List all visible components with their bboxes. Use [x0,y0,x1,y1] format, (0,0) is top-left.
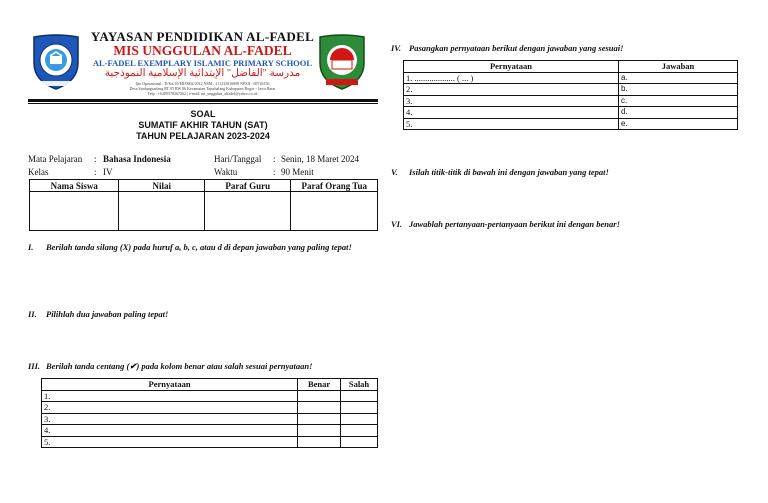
header-divider [28,99,378,102]
time-label: Waktu [214,167,238,177]
colon: : [94,167,97,177]
false-checkbox-cell[interactable] [341,413,378,425]
school-address [70,81,335,96]
exam-year: TAHUN PELAJARAN 2023-2024 [136,131,270,141]
statement-cell: 1. [42,390,298,402]
date-label: Hari/Tanggal [214,154,262,164]
true-checkbox-cell[interactable] [298,436,341,448]
true-checkbox-cell[interactable] [298,425,341,437]
time-value: 90 Menit [281,167,314,177]
school-name: MIS UNGGULAN AL-FADEL [113,43,292,58]
section-number: V. [391,167,398,177]
subject-value: Bahasa Indonesia [103,154,171,164]
school-name-arabic: مدرسة "الفاضل" الإبتدائية الإسلامية النموذجية [104,68,301,79]
colon: : [273,154,276,164]
section-1-instruction [28,241,373,253]
answer-cell: e. [618,118,737,130]
table-header: Paraf Orang Tua [291,180,378,192]
answer-cell: b. [618,84,737,96]
true-checkbox-cell[interactable] [298,413,341,425]
class-value: IV [103,167,113,177]
false-checkbox-cell[interactable] [341,425,378,437]
exam-subtitle: SUMATIF AKHIR TAHUN (SAT) [138,120,268,130]
statement-cell: 2. [404,84,619,96]
answer-cell: a. [618,72,737,84]
table-row [404,107,738,119]
statement-cell: 5. [42,436,298,448]
table-row [404,72,738,84]
address-line: Desa Sindangsarlang RT 05 RW 06 Kecamatan Tajurhalang Kabupaten Bogor - Jawa Barat [129,86,276,91]
header-divider-thin [28,103,378,104]
table-row [404,118,738,130]
true-checkbox-cell[interactable] [298,390,341,402]
section-text: Berilah tanda silang (X) pada huruf a, b, c, atau d di depan jawaban yang paling tepat! [46,242,352,252]
section-number: VI. [391,219,403,229]
section-6-instruction [391,219,620,229]
table-row [404,84,738,96]
false-checkbox-cell[interactable] [341,402,378,414]
false-checkbox-cell[interactable] [341,390,378,402]
section-text: Pasangkan pernyataan berikut dengan jawaban yang sesuai! [409,43,624,53]
statement-cell: 1. ................... ( ... ) [404,72,619,84]
table-header: Jawaban [618,61,737,73]
parent-signature-cell[interactable] [291,192,378,231]
statement-cell: 3. [404,95,619,107]
section-number: II. [28,309,37,319]
section-number: III. [28,361,41,371]
matching-table [403,60,738,130]
section-number: IV. [391,43,402,53]
section-number: I. [28,242,34,252]
exam-title: SOAL [190,109,216,119]
statement-cell: 2. [42,402,298,414]
table-row [42,390,378,402]
score-cell[interactable] [119,192,204,231]
table-row [404,95,738,107]
date-value: Senin, 18 Maret 2024 [281,154,359,164]
table-header: Pernyataan [404,61,619,73]
table-header: Nilai [119,180,204,192]
table-header: Nama Siswa [30,180,119,192]
teacher-signature-cell[interactable] [204,192,290,231]
section-4-instruction [391,43,623,53]
answer-cell: d. [618,107,737,119]
table-row [42,436,378,448]
answer-cell: c. [618,95,737,107]
true-checkbox-cell[interactable] [298,402,341,414]
section-3-instruction [28,361,312,372]
statement-cell: 4. [42,425,298,437]
false-checkbox-cell[interactable] [341,436,378,448]
section-text: Berilah tanda centang (✔) pada kolom benar atau salah sesuai pernyataan! [46,361,313,371]
subject-label: Mata Pelajaran [28,154,83,164]
student-identity-table [29,179,378,231]
section-2-instruction [28,309,168,319]
colon: : [273,167,276,177]
true-false-table [41,378,378,448]
statement-cell: 4. [404,107,619,119]
section-text: Jawablah pertanyaan-pertanyaan berikut ini dengan benar! [409,219,620,229]
table-row [42,402,378,414]
student-name-cell[interactable] [30,192,119,231]
school-name-english: AL-FADEL EXEMPLARY ISLAMIC PRIMARY SCHOOL [92,58,313,68]
table-row [42,413,378,425]
foundation-name: YAYASAN PENDIDIKAN AL-FADEL [90,29,315,44]
colon: : [94,154,97,164]
table-row [42,425,378,437]
address-line: Telp : +6289578267262 | e-mail: mi_unggulan_alfadel@yahoo.co.id [147,91,258,96]
statement-cell: 3. [42,413,298,425]
statement-cell: 5. [404,118,619,130]
section-text: Pilihlah dua jawaban paling tepat! [46,309,169,319]
class-label: Kelas [28,167,49,177]
section-text: Isilah titik-titik di bawah ini dengan jawaban yang tepat! [409,167,609,177]
table-header: Salah [341,379,378,391]
table-header: Pernyataan [42,379,298,391]
table-header: Benar [298,379,341,391]
address-line: Ijin Operasional : D/Kd.10/MI/0602/2012 NSM : 111232010008 NPSN : 69726156 [135,81,270,86]
table-header: Paraf Guru [204,180,290,192]
section-5-instruction [391,167,609,177]
